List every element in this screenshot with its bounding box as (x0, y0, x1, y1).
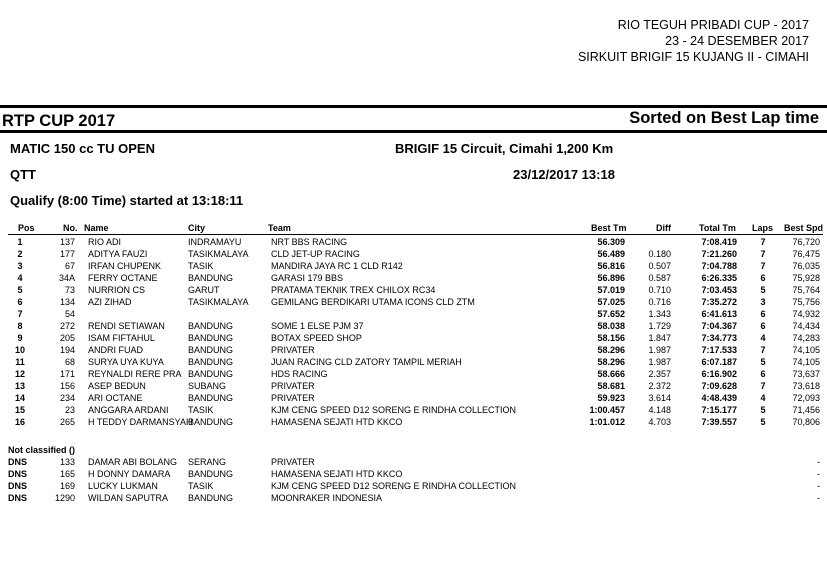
cell-team: PRIVATER (271, 345, 315, 355)
cell-spd: 70,806 (792, 417, 820, 427)
header-underline (8, 234, 823, 235)
cell-best: 1:00.457 (589, 405, 625, 415)
col-pos: Pos (18, 223, 35, 233)
cell-no: 67 (64, 261, 75, 271)
cell-diff: 3.614 (648, 393, 671, 403)
cell-best: 56.816 (597, 261, 625, 271)
cell-city: BANDUNG (188, 369, 234, 379)
cell-laps: 4 (760, 393, 766, 403)
cell-diff: 2.372 (648, 381, 671, 391)
cell-no: 234 (59, 393, 75, 403)
session-name: QTT (10, 167, 36, 182)
cell-best: 57.019 (597, 285, 625, 295)
cell-team: KJM CENG SPEED D12 SORENG E RINDHA COLLECTION (271, 405, 517, 415)
cell-laps: 6 (760, 309, 766, 319)
cell-diff: 1.729 (648, 321, 671, 331)
cell-city: TASIK (188, 261, 214, 271)
cell-no: 194 (59, 345, 75, 355)
table-row (0, 492, 827, 504)
cell-laps: 5 (760, 357, 766, 367)
cell-total: 6:41.613 (701, 309, 737, 319)
table-row (0, 368, 827, 380)
cell-diff: 0.587 (648, 273, 671, 283)
cell-pos: 12 (14, 369, 25, 379)
cell-total: 7:04.788 (701, 261, 737, 271)
cell-no: 171 (59, 369, 75, 379)
cell-no: 265 (59, 417, 75, 427)
cell-laps: 7 (760, 261, 766, 271)
table-row (0, 260, 827, 272)
cell-no: 165 (59, 469, 75, 479)
cell-total: 7:03.453 (701, 285, 737, 295)
cell-best: 56.489 (597, 249, 625, 259)
cell-team: NRT BBS RACING (271, 237, 348, 247)
table-row (0, 332, 827, 344)
cell-team: PRIVATER (271, 381, 315, 391)
cell-team: HAMASENA SEJATI HTD KKCO (271, 417, 403, 427)
cell-dash: - (817, 493, 820, 503)
cell-best: 58.296 (597, 345, 625, 355)
cell-diff: 1.987 (648, 345, 671, 355)
cell-name: NURRION CS (88, 285, 146, 295)
cell-total: 7:34.773 (701, 333, 737, 343)
cell-team: GEMILANG BERDIKARI UTAMA ICONS CLD ZTM (271, 297, 475, 307)
table-row (0, 296, 827, 308)
cell-no: 73 (64, 285, 75, 295)
cell-city: BANDUNG (188, 333, 234, 343)
cell-name: IRFAN CHUPENK (88, 261, 162, 271)
cell-no: 169 (59, 481, 75, 491)
cell-city: BANDUNG (188, 493, 234, 503)
table-row (0, 416, 827, 428)
cell-spd: 75,756 (792, 297, 820, 307)
cell-best: 58.666 (597, 369, 625, 379)
cell-no: 23 (64, 405, 75, 415)
cell-pos: 16 (14, 417, 25, 427)
cell-total: 7:21.260 (701, 249, 737, 259)
cell-best: 58.156 (597, 333, 625, 343)
cell-diff: 4.148 (648, 405, 671, 415)
cell-laps: 5 (760, 285, 766, 295)
cell-pos: 10 (14, 345, 25, 355)
cell-laps: 5 (760, 405, 766, 415)
cell-city: BANDUNG (188, 321, 234, 331)
col-name: Name (84, 223, 109, 233)
cell-spd: 76,720 (792, 237, 820, 247)
cell-dash: - (817, 469, 820, 479)
cell-total: 7:39.557 (701, 417, 737, 427)
cell-pos: 13 (14, 381, 25, 391)
cell-team: KJM CENG SPEED D12 SORENG E RINDHA COLLECTION (271, 481, 517, 491)
cell-no: 134 (59, 297, 75, 307)
cell-diff: 1.343 (648, 309, 671, 319)
cell-city: BANDUNG (188, 393, 234, 403)
cell-pos: 14 (14, 393, 25, 403)
cell-spd: 75,764 (792, 285, 820, 295)
table-row (0, 404, 827, 416)
cell-total: 6:26.335 (701, 273, 737, 283)
cell-city: GARUT (188, 285, 220, 295)
cell-team: PRIVATER (271, 393, 315, 403)
cell-city: INDRAMAYU (188, 237, 242, 247)
cell-spd: 76,035 (792, 261, 820, 271)
cell-team: GARASI 179 BBS (271, 273, 344, 283)
cell-city: TASIKMALAYA (188, 297, 249, 307)
cell-no: 68 (64, 357, 75, 367)
cell-best: 56.309 (597, 237, 625, 247)
event-venue: SIRKUIT BRIGIF 15 KUJANG II - CIMAHI (577, 50, 809, 64)
cell-laps: 3 (760, 297, 766, 307)
event-dates: 23 - 24 DESEMBER 2017 (665, 34, 809, 48)
cell-best: 58.038 (597, 321, 625, 331)
cell-spd: 72,093 (792, 393, 820, 403)
cell-no: 34A (58, 273, 75, 283)
col-total: Total Tm (699, 223, 736, 233)
cell-total: 7:15.177 (701, 405, 737, 415)
circuit-name: BRIGIF 15 Circuit, Cimahi 1,200 Km (395, 141, 614, 156)
cell-best: 57.025 (597, 297, 625, 307)
table-row (0, 356, 827, 368)
table-row (0, 248, 827, 260)
cell-spd: 74,434 (792, 321, 820, 331)
cell-team: SOME 1 ELSE PJM 37 (271, 321, 364, 331)
cell-status: DNS (8, 469, 28, 479)
cell-pos: 5 (17, 285, 23, 295)
cell-laps: 7 (760, 345, 766, 355)
cell-team: JUAN RACING CLD ZATORY TAMPIL MERIAH (271, 357, 462, 367)
cell-no: 137 (59, 237, 75, 247)
cell-no: 156 (59, 381, 75, 391)
cell-city: TASIK (188, 481, 214, 491)
cell-status: DNS (8, 493, 28, 503)
cell-pos: 1 (17, 237, 23, 247)
cell-name: ASEP BEDUN (88, 381, 146, 391)
cell-laps: 4 (760, 333, 766, 343)
cell-no: 205 (59, 333, 75, 343)
cell-best: 58.296 (597, 357, 625, 367)
cell-team: HDS RACING (271, 369, 328, 379)
cell-team: CLD JET-UP RACING (271, 249, 360, 259)
col-no: No. (63, 223, 78, 233)
cell-diff: 1.987 (648, 357, 671, 367)
cell-laps: 6 (760, 273, 766, 283)
cell-no: 54 (64, 309, 75, 319)
cell-name: ADITYA FAUZI (88, 249, 148, 259)
cell-pos: 11 (15, 357, 25, 367)
cell-no: 133 (59, 457, 75, 467)
cell-name: H TEDDY DARMANSYAH (88, 417, 193, 427)
cell-diff: 0.710 (648, 285, 671, 295)
table-row (0, 392, 827, 404)
cell-name: LUCKY LUKMAN (88, 481, 158, 491)
cell-pos: 3 (17, 261, 23, 271)
cell-team: PRIVATER (271, 457, 315, 467)
cell-spd: 74,105 (792, 345, 820, 355)
cell-laps: 5 (760, 417, 766, 427)
cell-name: ANGGARA ARDANI (88, 405, 169, 415)
cell-dash: - (817, 457, 820, 467)
cell-dash: - (817, 481, 820, 491)
bottom-rule (0, 130, 827, 133)
table-row (0, 320, 827, 332)
session-datetime: 23/12/2017 13:18 (513, 167, 615, 182)
cell-name: ARI OCTANE (88, 393, 143, 403)
cell-status: DNS (8, 457, 28, 467)
cell-no: 177 (59, 249, 75, 259)
cell-total: 6:07.187 (701, 357, 737, 367)
cell-total: 4:48.439 (701, 393, 737, 403)
table-row (0, 468, 827, 480)
cell-diff: 0.180 (648, 249, 671, 259)
not-classified-heading: Not classified () (8, 445, 76, 455)
cell-name: REYNALDI RERE PRA (88, 369, 182, 379)
cell-name: H DONNY DAMARA (88, 469, 171, 479)
cell-no: 272 (59, 321, 75, 331)
cell-spd: 74,105 (792, 357, 820, 367)
sort-label: Sorted on Best Lap time (629, 109, 819, 127)
cell-team: BOTAX SPEED SHOP (271, 333, 362, 343)
col-diff: Diff (656, 223, 671, 233)
cell-pos: 15 (14, 405, 25, 415)
cell-name: RIO ADI (88, 237, 122, 247)
col-team: Team (268, 223, 291, 233)
qualify-info: Qualify (8:00 Time) started at 13:18:11 (10, 193, 244, 208)
event-header (578, 17, 809, 65)
top-rule (0, 105, 827, 108)
cell-pos: 8 (17, 321, 23, 331)
cell-spd: 74,283 (792, 333, 820, 343)
cell-pos: 6 (17, 297, 23, 307)
cell-pos: 2 (17, 249, 23, 259)
cell-spd: 73,618 (792, 381, 820, 391)
cell-diff: 0.507 (648, 261, 671, 271)
cell-city: TASIK (188, 405, 214, 415)
cell-diff: 2.357 (648, 369, 671, 379)
cell-name: WILDAN SAPUTRA (88, 493, 169, 503)
table-row (0, 272, 827, 284)
cell-laps: 7 (760, 249, 766, 259)
col-spd: Best Spd (784, 223, 824, 233)
cell-spd: 76,475 (792, 249, 820, 259)
cell-team: MOONRAKER INDONESIA (271, 493, 383, 503)
cell-total: 7:08.419 (701, 237, 737, 247)
table-row (0, 380, 827, 392)
cell-total: 7:04.367 (701, 321, 737, 331)
cell-pos: 7 (17, 309, 23, 319)
col-laps: Laps (752, 223, 774, 233)
cell-team: MANDIRA JAYA RC 1 CLD R142 (271, 261, 403, 271)
cell-laps: 7 (760, 381, 766, 391)
cell-city: BANDUNG (188, 273, 234, 283)
col-best: Best Tm (591, 223, 627, 233)
cell-city: SERANG (188, 457, 227, 467)
cell-laps: 6 (760, 369, 766, 379)
cell-city: BANDUNG (188, 417, 234, 427)
cell-best: 1:01.012 (589, 417, 625, 427)
cell-name: ISAM FIFTAHUL (88, 333, 155, 343)
cell-city: TASIKMALAYA (188, 249, 249, 259)
cell-total: 7:17.533 (701, 345, 737, 355)
cell-name: RENDI SETIAWAN (88, 321, 165, 331)
cell-city: BANDUNG (188, 469, 234, 479)
cell-laps: 7 (760, 237, 766, 247)
cell-city: BANDUNG (188, 357, 234, 367)
cell-team: HAMASENA SEJATI HTD KKCO (271, 469, 403, 479)
table-row (0, 344, 827, 356)
cell-pos: 9 (17, 333, 23, 343)
col-city: City (188, 223, 206, 233)
table-row (0, 480, 827, 492)
cell-total: 7:09.628 (701, 381, 737, 391)
cell-spd: 74,932 (792, 309, 820, 319)
cell-name: AZI ZIHAD (88, 297, 132, 307)
cell-city: BANDUNG (188, 345, 234, 355)
cell-total: 6:16.902 (701, 369, 737, 379)
cell-total: 7:35.272 (701, 297, 737, 307)
cell-diff: 1.847 (648, 333, 671, 343)
cell-diff: 0.716 (648, 297, 671, 307)
table-row (0, 456, 827, 468)
cell-best: 59.923 (597, 393, 625, 403)
cell-best: 57.652 (597, 309, 625, 319)
table-row (0, 284, 827, 296)
cell-diff: 4.703 (648, 417, 671, 427)
cell-name: DAMAR ABI BOLANG (88, 457, 178, 467)
cell-name: SURYA UYA KUYA (88, 357, 164, 367)
table-row (0, 236, 827, 248)
table-row (0, 308, 827, 320)
cell-pos: 4 (17, 273, 23, 283)
class-name: MATIC 150 cc TU OPEN (10, 141, 155, 156)
cell-team: PRATAMA TEKNIK TREX CHILOX RC34 (271, 285, 436, 295)
cell-city: SUBANG (188, 381, 227, 391)
cell-spd: 73,637 (792, 369, 820, 379)
cell-name: ANDRI FUAD (88, 345, 144, 355)
cell-spd: 75,928 (792, 273, 820, 283)
cell-spd: 71,456 (792, 405, 820, 415)
cell-name: FERRY OCTANE (88, 273, 158, 283)
report-title: RTP CUP 2017 (2, 112, 116, 130)
event-name: RIO TEGUH PRIBADI CUP - 2017 (617, 18, 809, 32)
cell-no: 1290 (54, 493, 75, 503)
cell-best: 58.681 (597, 381, 625, 391)
cell-laps: 6 (760, 321, 766, 331)
cell-status: DNS (8, 481, 28, 491)
cell-best: 56.896 (597, 273, 625, 283)
